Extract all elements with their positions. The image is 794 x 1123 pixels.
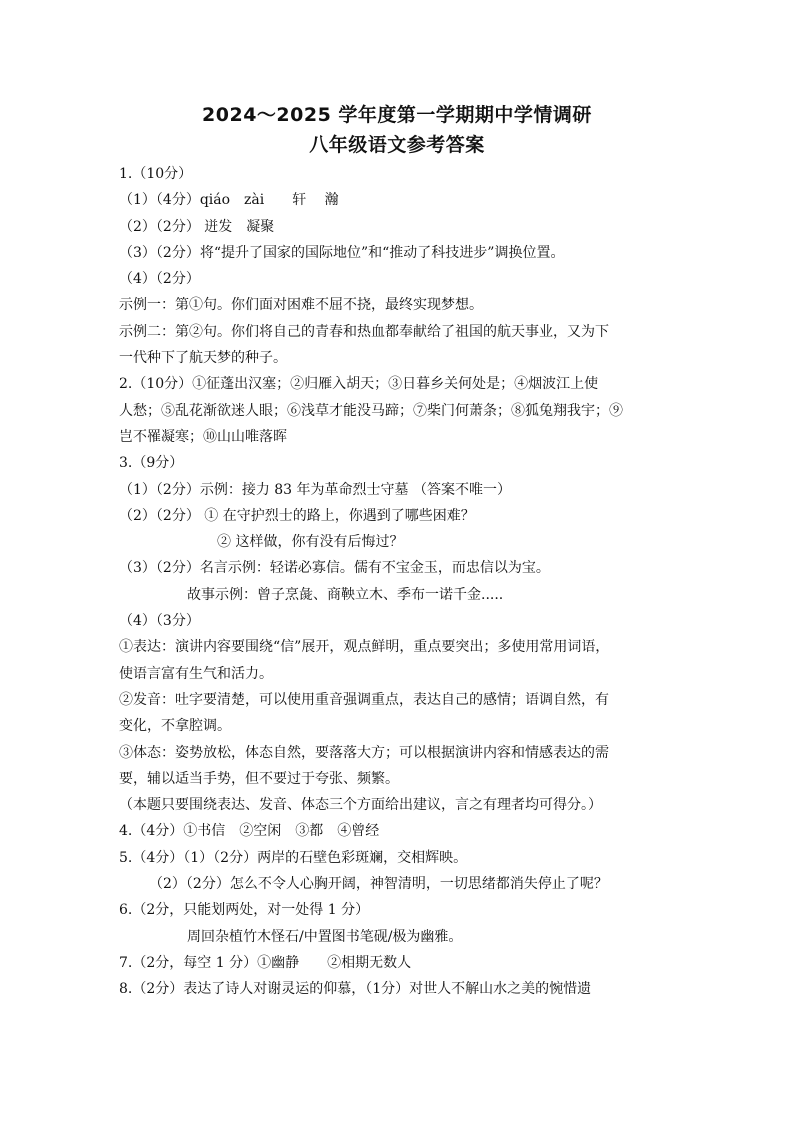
q3-part1-answer: （1）（2分）示例：接力 83 年为革命烈士守墓 （答案不唯一） <box>119 481 511 498</box>
q3-part2-answer-second: ② 这样做，你有没有后悔过？ <box>217 534 404 551</box>
q2-answer-end: 岂不罹凝寒；⑩山山唯落晖 <box>119 428 287 445</box>
q5-part2-answer: （2）（2分）怎么不令人心胸开阔，神智清明，一切思绪都消失停止了呢？ <box>149 876 608 893</box>
document-subtitle: 八年级语文参考答案 <box>309 134 485 156</box>
q7-answer: 7.（2分，每空 1 分）①幽静 ②相期无数人 <box>119 954 412 971</box>
q5-part1-answer: 5.（4分）（1）（2分）两岸的石壁色彩斑斓，交相辉映。 <box>119 849 468 866</box>
q3-pronunciation-cont: 变化，不拿腔调。 <box>119 718 231 735</box>
q3-scoring-note: （本题只要围绕表达、发音、体态三个方面给出建议，言之有理者均可得分。） <box>119 797 602 814</box>
q3-part4-heading: （4）（3分） <box>119 613 200 630</box>
q1-part3-answer: （3）（2分）将“提升了国家的国际地位”和“推动了科技进步”调换位置。 <box>119 244 565 261</box>
q1-example-one: 示例一：第①句。你们面对困难不屈不挠，最终实现梦想。 <box>119 297 483 314</box>
q4-answer: 4.（4分）①书信 ②空闲 ③都 ④曾经 <box>119 823 380 840</box>
answer-body <box>119 161 679 1003</box>
q3-part2-answer: （2）（2分） ① 在守护烈士的路上，你遇到了哪些困难？ <box>119 507 475 524</box>
q2-answer-cont: 人愁；⑤乱花渐欲迷人眼；⑥浅草才能没马蹄；⑦柴门何萧条；⑧狐兔翔我宇；⑨ <box>119 402 623 419</box>
q1-part1-answer: （1）（4分）qiáo zài 轩 瀚 <box>119 192 339 209</box>
q1-heading: 1.（10分） <box>119 166 193 182</box>
document-title: 2024～2025 学年度第一学期期中学情调研 <box>202 104 592 126</box>
q6-answer: 周回杂植竹木怪石/中置图书笔砚/极为幽雅。 <box>187 928 463 945</box>
q2-answer: 2.（10分）①征蓬出汉塞；②归雁入胡天；③日暮乡关何处是；④烟波江上使 <box>119 376 599 393</box>
q3-posture-cont: 要，辅以适当手势，但不要过于夸张、频繁。 <box>119 770 399 787</box>
q3-expression-cont: 使语言富有生气和活力。 <box>119 665 273 682</box>
q3-expression: ①表达：演讲内容要围绕“信”展开，观点鲜明，重点要突出；多使用常用词语， <box>119 639 610 656</box>
q3-posture: ③体态：姿势放松，体态自然，要落落大方；可以根据演讲内容和情感表达的需 <box>119 744 609 761</box>
q3-pronunciation: ②发音：吐字要清楚，可以使用重音强调重点，表达自己的感情；语调自然，有 <box>119 691 609 708</box>
q1-part4-heading: （4）（2分） <box>119 271 200 288</box>
q3-part3-story: 故事示例：曾子烹彘、商鞅立木、季布一诺千金..... <box>187 586 504 603</box>
q8-answer: 8.（2分）表达了诗人对谢灵运的仰慕，（1分）对世人不解山水之美的惋惜遗 <box>119 981 592 998</box>
q3-heading: 3.（9分） <box>119 455 184 472</box>
q6-heading: 6.（2分，只能划两处，对一处得 1 分） <box>119 902 370 919</box>
q3-part3-quote: （3）（2分）名言示例：轻诺必寡信。儒有不宝金玉，而忠信以为宝。 <box>119 560 550 577</box>
q1-example-two-cont: 一代种下了航天梦的种子。 <box>119 350 287 367</box>
q1-part2-answer: （2）（2分） 迸发 凝聚 <box>119 218 275 235</box>
q1-example-two: 示例二：第②句。你们将自己的青春和热血都奉献给了祖国的航天事业，又为下 <box>119 323 609 340</box>
